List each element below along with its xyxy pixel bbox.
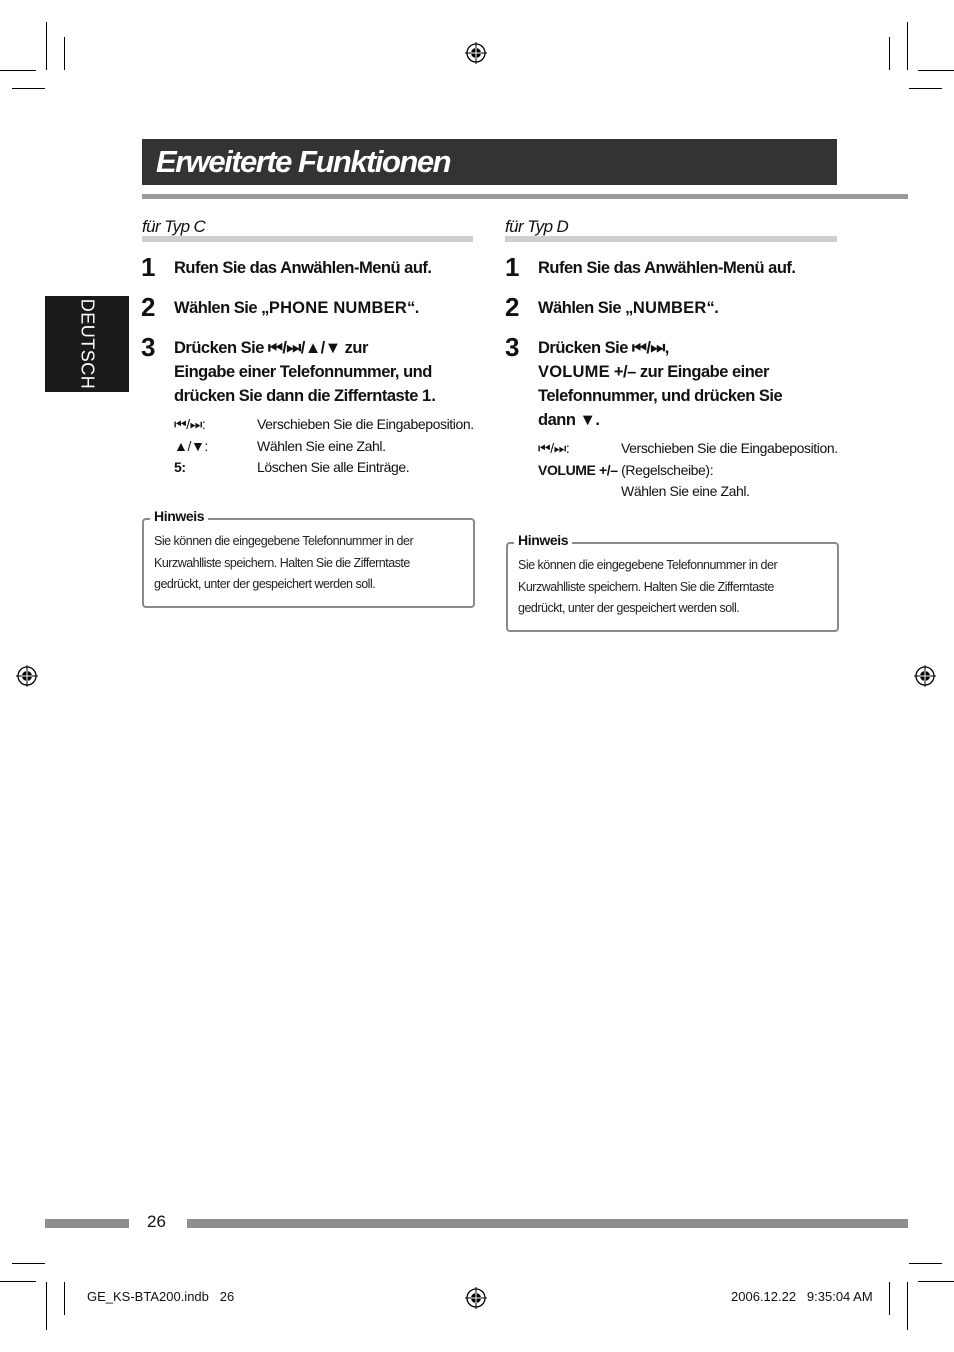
step-number: 1 — [505, 252, 520, 282]
legend-desc: Verschieben Sie die Eingabeposition. — [621, 440, 838, 456]
step-1-text: Rufen Sie das Anwählen-Menü auf. — [538, 259, 796, 277]
registration-mark-icon — [465, 1287, 487, 1309]
crop-mark — [64, 37, 65, 70]
language-tab-label: DEUTSCH — [77, 298, 98, 390]
section-heading-typ-d: für Typ D — [505, 217, 569, 236]
crop-mark — [46, 22, 47, 70]
step-3-text: Drücken Sie ⏮/⏭, VOLUME +/– zur Eingabe einer Telefonnummer, und drücken Sie dann ▼. — [538, 339, 783, 429]
crop-mark — [889, 1282, 890, 1315]
file-slug: GE_KS-BTA200.indb 26 — [87, 1289, 235, 1304]
section-heading-typ-c: für Typ C — [142, 217, 206, 236]
crop-mark — [918, 1281, 954, 1282]
page-title: Erweiterte Funktionen — [156, 144, 451, 179]
crop-mark — [918, 70, 954, 71]
crop-mark — [909, 1263, 942, 1264]
crop-mark — [12, 88, 45, 89]
crop-mark — [907, 22, 908, 70]
page-number: 26 — [147, 1212, 166, 1231]
legend-key: ▲/▼: — [174, 437, 208, 454]
crop-mark — [0, 70, 36, 71]
step-number: 2 — [505, 292, 520, 322]
legend-desc: Wählen Sie eine Zahl. — [257, 437, 386, 454]
legend-key: VOLUME +/– — [538, 461, 618, 478]
legend-desc: Löschen Sie alle Einträge. — [257, 459, 410, 475]
crop-mark — [12, 1263, 45, 1264]
legend-list — [174, 414, 474, 479]
note-text: Sie können die eingegebene Telefonnummer in der Kurzwahlliste speichern. Halten Sie die Zifferntaste gedrückt, unter der gespeichert werden soll. — [154, 534, 414, 591]
title-divider — [142, 194, 908, 199]
step-number: 3 — [141, 332, 156, 362]
crop-mark — [909, 88, 942, 89]
note-label: Hinweis — [514, 532, 572, 548]
print-timestamp: 2006.12.22 9:35:04 AM — [731, 1289, 873, 1304]
section-rule — [142, 236, 473, 242]
legend-list — [538, 438, 838, 503]
legend-desc: Verschieben Sie die Eingabeposition. — [257, 416, 474, 432]
step-1-text: Rufen Sie das Anwählen-Menü auf. — [174, 259, 432, 277]
note-label: Hinweis — [150, 508, 208, 524]
legend-desc: Wählen Sie eine Zahl. — [621, 483, 750, 499]
step-3-text: Drücken Sie ⏮/⏭/▲/▼ zur Eingabe einer Telefonnummer, und drücken Sie dann die Zifferntaste 1. — [174, 339, 436, 405]
footer-bar — [45, 1219, 129, 1228]
step-2-text: Wählen Sie „NUMBER“. — [538, 299, 719, 317]
registration-mark-icon — [914, 665, 936, 687]
step-number: 1 — [141, 252, 156, 282]
registration-mark-icon — [465, 42, 487, 64]
section-rule — [505, 236, 837, 242]
legend-key: ⏮/⏭: — [538, 440, 570, 456]
step-number: 3 — [505, 332, 520, 362]
crop-mark — [64, 1282, 65, 1315]
step-2-text: Wählen Sie „PHONE NUMBER“. — [174, 299, 419, 317]
step-number: 2 — [141, 292, 156, 322]
crop-mark — [46, 1282, 47, 1330]
crop-mark — [0, 1281, 36, 1282]
note-text: Sie können die eingegebene Telefonnummer in der Kurzwahlliste speichern. Halten Sie die Zifferntaste gedrückt, unter der gespeichert werden soll. — [518, 558, 778, 615]
crop-mark — [907, 1282, 908, 1330]
footer-bar — [187, 1219, 908, 1228]
crop-mark — [889, 37, 890, 70]
legend-key: ⏮/⏭: — [174, 416, 206, 432]
registration-mark-icon — [16, 665, 38, 687]
legend-desc: (Regelscheibe): — [621, 461, 714, 478]
legend-key: 5: — [174, 459, 186, 475]
